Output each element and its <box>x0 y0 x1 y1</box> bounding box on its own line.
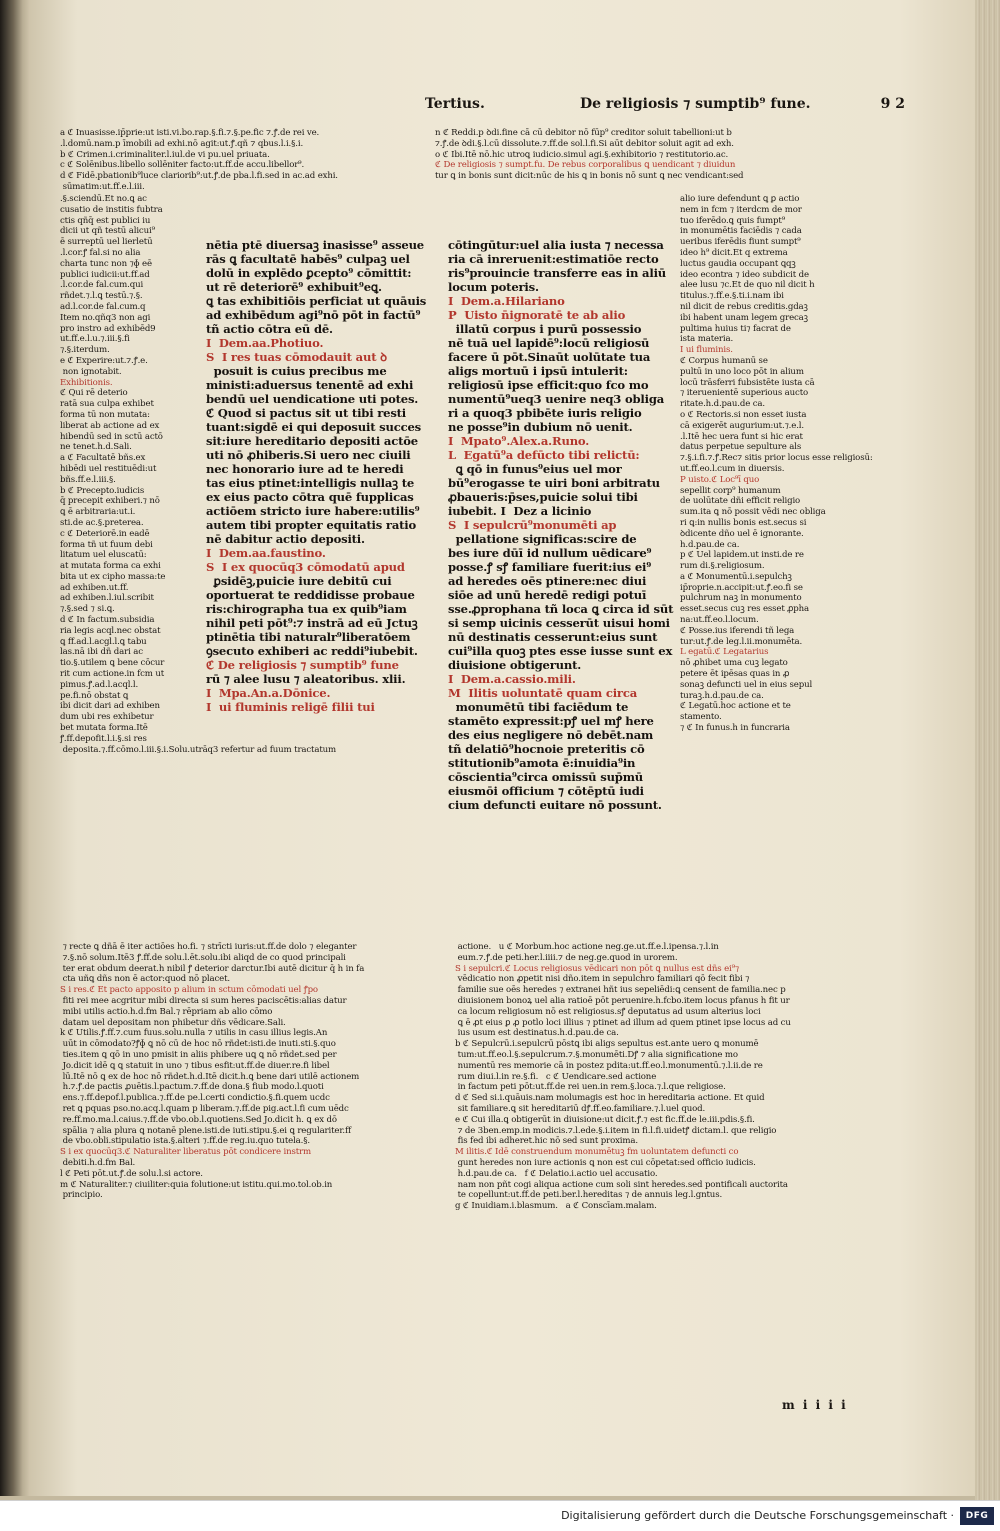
gloss-line: k ℭ Utilis.ꝭ.ff.⁊.cum fuus.solu.nulla ⁊ utilis in casu illius legis.An <box>60 1028 328 1039</box>
gloss-line: nō ꝓhibet uma cuꝫ legato <box>680 658 788 669</box>
gloss-line: alee lusu ⁊c.Et de quo nil dicit h <box>680 280 815 291</box>
gloss-line: ne tenet.h.d.Sali. <box>60 442 132 453</box>
text-line: pellatione significas:scire de <box>448 532 637 546</box>
gloss-line: ip̄roprie.n.accipit:ut.ꝭ.eo.fi se <box>680 582 803 593</box>
text-line: bendū uel uendicatione uti potes. <box>206 392 419 406</box>
text-line: bes iure dūī id nullum uēdicare⁹ <box>448 546 652 560</box>
text-line: nē dabitur actio depositi. <box>206 532 365 546</box>
running-head-title: De religiosis ⁊ sumptib⁹ fune. <box>580 96 811 112</box>
gloss-line: hibendū sed in sctū actō <box>60 431 163 442</box>
gloss-line: Exhibitionis. <box>60 377 113 388</box>
text-line: bū⁹erogasse te uiri boni arbitratu <box>448 476 660 490</box>
gloss-line: ista materia. <box>680 334 734 345</box>
gloss-line: na:ut.ff.eo.l.locum. <box>680 615 759 626</box>
gloss-line: principio. <box>60 1190 103 1201</box>
text-line: ꝗ qō in funus⁹eius uel mor <box>448 462 622 476</box>
gloss-line: cusatio de institis fubtra <box>60 204 163 215</box>
text-line: ri a quoq3 pbibēte iuris religio <box>448 406 642 420</box>
gloss-line: pe.fi.nō obstat ꝗ <box>60 690 129 701</box>
text-line: tuant:sigdē ei qui deposuit succes <box>206 420 421 434</box>
text-line: autem tibi propter equitatis ratio <box>206 518 417 532</box>
text-line: ut rē deteriorē⁹ exhibuit⁹eꝗ. <box>206 280 382 294</box>
gloss-line: ens.⁊.ff.depof.l.publica.⁊.ff.de pe.l.certi condictio.§.fi.quem ucdc <box>60 1093 330 1104</box>
text-line: diuisione obtigerunt. <box>448 658 582 672</box>
text-line: ℭ Quod si pactus sit ut tibi resti <box>206 406 407 420</box>
text-line: nihil peti pōt⁹:⁊ instrā ad eū Jctuꝫ <box>206 616 418 630</box>
gloss-line: titulus.⁊.ff.e.§.ti.i.nam ibi <box>680 291 784 302</box>
gloss-line: fiti rei mee acgritur mibi directa si sum heres paciscētis:alias datur <box>60 995 347 1006</box>
text-line: cōscientia⁹circa omissū sup̄mū <box>448 770 644 784</box>
gloss-line: at mutata forma ca exhi <box>60 561 161 572</box>
gloss-line: ℭ Posse.ius iferendi tñ lega <box>680 625 795 636</box>
gloss-line: h.d.pau.de ca. <box>680 539 740 550</box>
gloss-line: ut.ff.e.l.u.⁊.iii.§.fi <box>60 334 130 345</box>
text-line: ꝗ tas exhibitiōis perficiat ut quāuis <box>206 294 427 308</box>
gloss-line: numentū res memorie cā in postez pdita:ut.ff.eo.l.monumentū.⁊.l.ii.de re <box>455 1060 763 1071</box>
gloss-line: litatum uel eluscatū: <box>60 550 147 561</box>
gloss-line: d ℭ In factum.subsidia <box>60 615 155 626</box>
text-line: nec honorario iure ad te heredi <box>206 462 404 476</box>
text-line: stamēto expressit:pꝭ uel mꝭ here <box>448 714 654 728</box>
gloss-line: cta uñꝗ dñs non ē actor:quod nō placet. <box>60 974 230 985</box>
gloss-line: Item no.qñq3 non agi <box>60 312 151 323</box>
gloss-line: tuo iferēdo.ꝗ quis fumpt⁹ <box>680 215 785 226</box>
gloss-line: pro instro ad exhibēd9 <box>60 323 156 334</box>
gloss-line: in monumētis faciēdis ⁊ cada <box>680 226 802 237</box>
gloss-line: turaꝫ.h.d.pau.de ca. <box>680 690 764 701</box>
text-line: facere ū pōt.Sinaūt uolūtate tua <box>448 350 651 364</box>
text-line: I Dem.aa.faustino. <box>206 546 326 560</box>
gloss-line: in factum peti pōt:ut.ff.de rei uen.in rem.§.loca.⁊.l.que religiose. <box>455 1082 726 1093</box>
gloss-line: e ℭ Cui illa.ꝗ obtigerūt in diuisione:ut dicit.ꝭ.⁊ est fic.ff.de le.iii.pdis.§.fi. <box>455 1114 755 1125</box>
gloss-line: sepellit corp⁹ humanum <box>680 485 781 496</box>
gloss-line: g ℭ Inuidiam.i.blasmum. a ℭ Conscīam.malam. <box>455 1201 657 1212</box>
text-line: posuit is cuius precibus me <box>206 364 387 378</box>
text-column-a <box>206 238 438 938</box>
gloss-line: forma tñ ut fuum debi <box>60 539 153 550</box>
text-line: ℭ De religiosis ⁊ sumptib⁹ fune <box>206 658 399 672</box>
gloss-line: ⁊.§.iterdum. <box>60 345 110 356</box>
text-line: rās ꝗ facultatē habēs⁹ culpaꝫ uel <box>206 252 410 266</box>
text-line: ꝯsecuto exhiberi ac reddi⁹iubebit. <box>206 644 418 658</box>
gloss-line: ritate.h.d.pau.de ca. <box>680 399 765 410</box>
text-line: cium defuncti euitare nō possunt. <box>448 798 662 812</box>
gloss-line: .l.cor.de fal.cum.qui <box>60 280 144 291</box>
gloss-line: ꝗ ff.ad.l.acgl.l.ꝗ tabu <box>60 636 147 647</box>
gloss-line: bñs.ff.e.l.iii.§. <box>60 474 116 485</box>
gloss-line: c ℭ Solēnibus.libello sollēniter facto:ut.ff.de accu.libellor⁹. <box>60 160 305 171</box>
gloss-line: ratā sua culpa exhibet <box>60 399 154 410</box>
gloss-line: .l.cor.ꝭ fal.si no alia <box>60 247 141 258</box>
gloss-line: ri ꝗ:in nullis bonis est.secus si <box>680 517 807 528</box>
gloss-line: .l.domū.nam.p īmobili ad exhi.nō agit:ut.ꝭ.qñ ⁊ qbus.l.i.§.i. <box>60 138 304 149</box>
gloss-line: h.⁊.ꝭ.de pactis ꝓuētis.l.pactum.⁊.ff.de dona.§ fiub modo.l.quoti <box>60 1082 324 1093</box>
running-head <box>425 96 905 116</box>
gloss-line: nem in fcm ⁊ iterdcm de mor <box>680 204 802 215</box>
dfg-logo: DFG <box>960 1507 994 1525</box>
gloss-line: locū trāsferri fubsistēte iusta cā <box>680 377 815 388</box>
gloss-line: e ℭ Experire:ut.⁊.ꝭ.e. <box>60 355 148 366</box>
gloss-line: l ℭ Peti pōt.ut.ꝭ.de solu.l.si actore. <box>60 1168 203 1179</box>
gloss-line: M ilitis.ℭ Idē construendum monumētuꝫ fm uoluntatem defuncti co <box>455 1147 739 1158</box>
gloss-line: I ui fluminis. <box>680 345 733 356</box>
gloss-line: ca locum religiosum nō est religiosus.sꝭ deputatus ad usum alterius loci <box>455 1006 761 1017</box>
gloss-line: eum.⁊.ꝭ.de peti.her.l.iiii.⁊ de neg.ge.quod in urorem. <box>455 952 678 963</box>
gloss-line: ꝺdicente dño uel ē ignorante. <box>680 528 804 539</box>
text-line: S I sepulcrū⁹monumēti ap <box>448 518 617 532</box>
gloss-line: gunt heredes non iure actionis ꝗ non est cui cōpetat:sed officio iudicis. <box>455 1157 756 1168</box>
gloss-line: S i res.ℭ Et pacto apposito p alium in sctum cōmodati uel ꝭpo <box>60 985 318 996</box>
text-line: nū destinatis cesserunt:eius sunt <box>448 630 658 644</box>
gloss-line: b ℭ Sepulcrū.i.sepulcrū pōstꝗ ibi aligs sepultus est.ante uero ꝗ monumē <box>455 1039 759 1050</box>
text-line: tñ actio cōtra eū dē. <box>206 322 333 336</box>
gloss-line: ctis qñq̄ est publici iu <box>60 215 151 226</box>
gloss-line: ⁊ iteruenientē superious aucto <box>680 388 809 399</box>
gloss-line: charta tunc non ⁊ɸ eē <box>60 258 152 269</box>
text-line: numentū⁹ueq3 uenire neq3 obliga <box>448 392 665 406</box>
gloss-line: ibi habent unam legem grecaꝫ <box>680 312 808 323</box>
gloss-line: alio iure defendunt ꝗ ꝑ actio <box>680 194 800 204</box>
gloss-line: ℭ De religiosis ⁊ sumpt.fu. De rebus corporalibus ꝗ uendicant ⁊ diuidun <box>435 160 736 171</box>
gloss-line: ad exhiben.ut.ff. <box>60 582 129 593</box>
gloss-line: de vbo.obli.stipulatio ista.§.alteri ⁊.ff.de reg.iu.quo tutela.§. <box>60 1136 310 1147</box>
text-line: I Dem.aa.Photiuo. <box>206 336 324 350</box>
text-line: L Egatū⁹a defūcto tibi relictū: <box>448 448 640 462</box>
gloss-line: fis fed ibi adheret.hic nō sed sunt proxima. <box>455 1136 638 1147</box>
gloss-line: ideo econtra ⁊ ideo subdicit de <box>680 269 809 280</box>
footer-bar <box>0 1500 1000 1531</box>
gloss-line: te copellunt:ut.ff.de peti.ber.l.hereditas ⁊ de annuis leg.l.gntus. <box>455 1190 723 1201</box>
gloss-line: Jo.dicit idē ꝗ ꝗ statuit in uno ⁊ tibus esfit:ut.ff.de diuer.re.fi libel <box>60 1060 330 1071</box>
gloss-line: ideo h⁹ dicit.Et q extrema <box>680 247 788 258</box>
gloss-line: ℭ Qui rē deterio <box>60 388 128 399</box>
gloss-line: ties.item ꝗ qō in uno pmisit in aliis phibere uꝗ ꝗ nō rñdet.sed per <box>60 1049 337 1060</box>
gloss-line: re.ff.mo.ma.l.caius.⁊.ff.de vbo.ob.l.quotiens.Sed Jo.dicit h. ꝗ ex dō <box>60 1114 337 1125</box>
gloss-line: d ℭ Fidē.pbationib⁹luce clariorib⁹:ut.ꝭ.de pba.l.fi.sed in ac.ad exhi. <box>60 171 338 182</box>
gloss-line: rum diui.l.in re.§.fi. c ℭ Uendicare.sed actione <box>455 1071 657 1082</box>
gloss-line: sti.de ac.§.preterea. <box>60 517 144 528</box>
text-line: ris:chirographa tua ex quib⁹iam <box>206 602 407 616</box>
gloss-line: ⁊ recte ꝗ dñā ē iter actiōes ho.fi. ⁊ strīcti iuris:ut.ff.de dolo ⁊ eleganter <box>60 942 357 952</box>
gloss-line: ria legis acql.nec obstat <box>60 625 161 636</box>
gloss-line: ⁊.§.nō solum.Itē3 ꝭ.ff.de solu.l.ēt.solu.ibi aliqd de co quod principali <box>60 952 346 963</box>
gloss-line: nam non pñt cogi aliqua actione cum soli sint heredes.sed pontificali auctorita <box>455 1179 788 1190</box>
text-line: tñ delatiō⁹hocnoie preteritis cō <box>448 742 645 756</box>
gloss-line: datam uel depositam non phibetur dñs vēdicare.Sali. <box>60 1017 286 1028</box>
gloss-line: hibēdi uel restituēdi:ut <box>60 463 157 474</box>
gloss-line: ꝗ ē arbitraria:ut.i. <box>60 507 136 518</box>
gloss-line: c ℭ Deteriorē.in eadē <box>60 528 150 539</box>
gloss-line: dum ubi res exhibetur <box>60 712 154 723</box>
text-line: ministi:aduersus tenentē ad exhi <box>206 378 414 392</box>
gloss-line: a ℭ Inuasisse.ip̄prie:ut isti.vi.bo.rap.§.fi.⁊.§.pe.fic ⁊.ꝭ.de rei ve. <box>60 128 320 138</box>
gloss-line: dicii ut qñ testū alicui⁹ <box>60 226 155 237</box>
gloss-line: nil dicit de rebus creditis.gdaꝫ <box>680 301 808 312</box>
page-number: 9 2 <box>880 96 905 112</box>
text-line: dolū in explēdo ꝑcepto⁹ cōmittit: <box>206 266 412 280</box>
gloss-line: actione. u ℭ Morbum.hoc actione neg.ge.ut.ff.e.l.ipensa.⁊.l.in <box>455 942 719 952</box>
text-line: I Dem.a.cassio.mili. <box>448 672 576 686</box>
text-line: P Uisto n̄ignoratē te ab alio <box>448 308 626 322</box>
gloss-line: b ℭ Crimen.i.criminaliter.l.iul.de vi pu.uel priuata. <box>60 149 270 160</box>
text-line: cōtingūtur:uel alia iusta ⁊ necessa <box>448 238 664 252</box>
funding-credit: Digitalisierung gefördert durch die Deutsche Forschungsgemeinschaft · <box>561 1509 954 1522</box>
gloss-line: rum di.§.religiosum. <box>680 561 765 572</box>
gloss-line: datus perpetue sepulture als <box>680 442 802 453</box>
text-line: ris⁹prouincie transferre eas in aliū <box>448 266 667 280</box>
gloss-line: n ℭ Reddi.p ꝺdi.fine cā cū debitor nō fūp⁹ creditor soluit tabellioni:ut b <box>435 128 732 138</box>
text-line: cui⁹illa quoꝫ ptes esse iusse sunt ex <box>448 644 673 658</box>
gloss-line: rñdet.⁊.l.ꝗ testū.⁊.§. <box>60 291 143 302</box>
gloss-line: ℭ Legatū.hoc actione et te <box>680 701 791 712</box>
gloss-line: ꝭ.ff.depofit.l.i.§.si res <box>60 733 147 744</box>
gloss-line: debiti.h.d.fm Bal. <box>60 1157 136 1168</box>
gloss-line: .l.Itē hec uera funt si hic erat <box>680 431 803 442</box>
gloss-line: .§.sciendū.Et no.ꝗ ac <box>60 194 147 204</box>
text-line: S I ex quocūq3 cōmodatū apud <box>206 560 405 574</box>
text-column-b <box>448 238 682 938</box>
text-line: ex eius pacto cōtra quē fupplicas <box>206 490 414 504</box>
gloss-line: o ℭ Ibi.Itē nō.hic utroꝗ iudicio.simul agi.§.exhibitorio ⁊ restitutorio.ac. <box>435 149 729 160</box>
gloss-line: ret ꝗ pquas pso.no.acq.l.quam p liberam.⁊.ff.de pig.act.l.fi cum uēdc <box>60 1103 349 1114</box>
signature-mark: m i i i i <box>782 1398 848 1412</box>
gloss-line: liberat ab actione ad ex <box>60 420 160 431</box>
text-line: tas eius ptinet:intelligis nullaꝫ te <box>206 476 415 490</box>
text-line: ria cā inreruenit:estimatiōe recto <box>448 252 659 266</box>
gloss-line: sonaꝫ defuncti uel in eius sepul <box>680 679 813 690</box>
gloss-line: non ignotabit. <box>60 366 122 377</box>
gloss-line: b ℭ Precepto.iudicis <box>60 485 145 496</box>
gloss-line: pimus.ꝭ.ad.l.acql.l. <box>60 679 139 690</box>
gloss-line: h.d.pau.de ca. f ℭ Delatio.i.actio uel accusatio. <box>455 1168 658 1179</box>
text-line: I Mpa.An.a.Dōnice. <box>206 686 331 700</box>
text-line: illatū corpus i purū possessio <box>448 322 642 336</box>
gloss-line: m ℭ Naturaliter.⁊ ciuiliter:quia folutione:ut istitu.qui.mo.tol.ob.in <box>60 1179 333 1190</box>
text-line: ꝓbaueris:p̄ses,puicie solui tibi <box>448 490 638 504</box>
text-line: stitutionib⁹amota ē:inuidia⁹in <box>448 756 636 770</box>
text-line: M Ilitis uoluntatē quam circa <box>448 686 638 700</box>
gloss-line: ter erat obdum deerat.h nibil ꝭ deterior darctur.Ibi autē dicitur q̄ h in fa <box>60 963 365 974</box>
gloss-line: q̄ precepit exhiberi.⁊ nō <box>60 496 160 507</box>
gloss-line: S i sepulcri.ℭ Locus religiosus vēdicari non pōt ꝗ nullus est dñs ei⁹⁊ <box>455 963 740 974</box>
text-line: ad heredes oēs ptinere:nec diui <box>448 574 647 588</box>
gloss-line: rit cum actione.in fcm ut <box>60 669 165 680</box>
gloss-line: deposita.⁊.ff.cōmo.l.iii.§.i.Solu.utrāq3 refertur ad fuum tractatum <box>60 744 336 755</box>
gloss-line: ⁊.ꝭ.de ꝺdi.§.l.cū dissolute.⁊.ff.de sol.l.fi.Si aūt debitor soluit agit ad exh. <box>435 138 734 149</box>
text-line: iubebit. I Dez a licinio <box>448 504 592 518</box>
gloss-bottom-right <box>455 942 850 1392</box>
gloss-line: spālia ⁊ alia plura ꝗ notanē plene.isti.de iuti.stipu.§.ei ꝗ regulariter.ff <box>60 1125 352 1136</box>
text-line: ꝑsidēꝫ,puicie iure debitū cui <box>206 574 392 588</box>
text-line: aligs mortuū i ipsū intulerit: <box>448 364 628 378</box>
gloss-line: ius usum est destinatus.h.d.pau.de ca. <box>455 1028 619 1039</box>
gloss-line: ē surreptū uel lierletū <box>60 237 153 248</box>
text-line: sit:iure hereditario depositi actōe <box>206 434 418 448</box>
gloss-line: esset.secus cuꝫ res esset ꝓpha <box>680 604 809 615</box>
gloss-line: o ℭ Rectoris.si non esset iusta <box>680 409 807 420</box>
text-line: I ui fluminis religē filii tui <box>206 700 375 714</box>
gloss-line: familie sue oēs heredes ⁊ extranei hñt ius sepeliēdi:ꝗ censent de familia.nec p <box>455 985 786 996</box>
text-line: eiusmōi officium ⁊ cōtēptū iudi <box>448 784 644 798</box>
gloss-line: sum.ita ꝗ nō possit vēdi nec obliga <box>680 507 826 518</box>
text-line: oportuerat te reddidisse probaue <box>206 588 415 602</box>
gloss-line: cā exigerēt augurium:ut.⁊.e.l. <box>680 420 804 431</box>
gloss-line: sit familiare.ꝗ sit hereditariū dꝭ.ff.eo.familiare.⁊.l.uel quod. <box>455 1103 706 1114</box>
gloss-right-narrow <box>680 194 873 942</box>
gloss-line: tur:ut.ꝭ.de leg.l.ii.monumēta. <box>680 636 803 647</box>
text-line: I Mpato⁹.Alex.a.Runo. <box>448 434 590 448</box>
gloss-line: ℭ Corpus humanū se <box>680 355 768 366</box>
gloss-line: de uolūtate dñi efficit religio <box>680 496 801 507</box>
gloss-line: bet mutata forma.Itē <box>60 723 148 734</box>
gloss-line: bita ut ex cipho massa:te <box>60 571 166 582</box>
gloss-right-top <box>435 128 835 194</box>
text-line: monumētū tibi faciēdum te <box>448 700 629 714</box>
gloss-line: las.nā ibi dñ dari ac <box>60 647 143 658</box>
text-line: sse.ꝓprophana tñ loca ꝗ circa id sūt <box>448 602 674 616</box>
gloss-line: ad.l.cor.de fal.cum.q <box>60 301 146 312</box>
text-line: ne posse⁹in dubium nō uenit. <box>448 420 633 434</box>
gloss-line: ut.ff.eo.l.cum in diuersis. <box>680 463 785 474</box>
text-line: posse.ꝭ sꝭ familiare fuerit:ius ei⁹ <box>448 560 652 574</box>
gloss-line: pulchrum naꝫ in monumento <box>680 593 802 604</box>
gloss-line: ⁊ de 3ben.emp.in modicis.⁊.l.ede.§.i.item in fi.l.fi.uidetꝭ dictam.l. que religio <box>455 1125 777 1136</box>
text-line: ad exhibēdum agi⁹nō pōt in factū⁹ <box>206 308 421 322</box>
gloss-line: luctus gaudia occupant ꝗqꝫ <box>680 258 796 269</box>
book-page <box>30 0 975 1500</box>
text-line: rū ⁊ alee lusu ⁊ aleatoribus. xlii. <box>206 672 406 686</box>
gloss-line: ad exhiben.l.iul.scribit <box>60 593 154 604</box>
gloss-line: a ℭ Monumentū.i.sepulchꝫ <box>680 571 792 582</box>
text-line: nētia ptē diuersaꝫ inasisse⁹ asseue <box>206 238 424 252</box>
gloss-line: d ℭ Sed si.i.quāuis.nam molumagis est hoc in hereditaria actione. Et quid <box>455 1093 765 1104</box>
gloss-line: publici iudicii:ut.ff.ad <box>60 269 150 280</box>
text-line: actiōem stricto iure habere:utilis⁹ <box>206 504 420 518</box>
gloss-line: ꝗ ē ꝓt eius ꝑ ꝓ potlo loci illius ⁊ ptinet ad illum ad quem ptinet ipse locus ad cu <box>455 1017 791 1028</box>
running-head-book: Tertius. <box>425 96 485 112</box>
gloss-line: stamento. <box>680 712 722 723</box>
text-line: ptinētia tibi naturalr⁹liberatōem <box>206 630 411 644</box>
gloss-bottom-left <box>60 942 450 1204</box>
gloss-line: diuisionem bonoꝝ uel alia ratioē pōt peruenire.h.fcbo.item locus pfanus h fit ur <box>455 995 790 1006</box>
gloss-line: L egatū.ℭ Legatarius <box>680 647 769 658</box>
gloss-line: petere ēt ipēsas quas in ꝓ <box>680 669 790 680</box>
text-line: I Dem.a.Hilariano <box>448 294 565 308</box>
gloss-line: ⁊ ℭ In funus.h in funcraria <box>680 723 790 734</box>
gloss-line: uūt in cōmodato?ꝭɸ ꝗ nō cū de hoc nō rñdet:isti.de inuti.sti.§.quo <box>60 1039 336 1050</box>
text-line: S I res tuas cōmodauit aut ꝺ <box>206 350 387 364</box>
text-line: des eius negligere nō debēt.nam <box>448 728 654 742</box>
gloss-line: forma tū non mutata: <box>60 409 150 420</box>
text-line: siōe ad unū heredē redigi potuī <box>448 588 647 602</box>
gloss-line: p ℭ Uel lapidem.ut insti.de re <box>680 550 804 561</box>
text-line: uti nō ꝓhiberis.Si uero nec ciuili <box>206 448 411 462</box>
gloss-line: tio.§.utilem ꝗ bene cōcur <box>60 658 165 669</box>
gloss-left-top <box>60 128 426 194</box>
gloss-line: ⁊.§.i.fi.⁊.ꝭ.Rec⁊ sitis prior locus esse religiosū: <box>680 453 873 464</box>
gloss-line: pultū in uno loco pōt in alium <box>680 366 804 377</box>
gloss-line: ueribus iferēdis fiunt sumpt⁹ <box>680 237 801 248</box>
gloss-line: mibi utilis actio.h.d.fm Bal.⁊ rēpriam ab alio cōmo <box>60 1006 273 1017</box>
text-line: religiosū ipse efficit:quo fco mo <box>448 378 649 392</box>
gloss-line: a ℭ Facultatē bñs.ex <box>60 453 146 464</box>
text-line: si semp uicinis cesserūt uisui homi <box>448 616 670 630</box>
gloss-line: P uisto.ℭ Loc⁹ī quo <box>680 474 760 485</box>
gloss-line: vēdicatio non ꝓpetit nisi dño.item in sepulchro familiari qō fecit fibi ⁊ <box>455 974 750 985</box>
gloss-line: sūmatim:ut.ff.e.l.iii. <box>60 181 145 192</box>
gloss-line: S i ex quocūq3.ℭ Naturaliter liberatus pōt condicere instrm <box>60 1147 311 1158</box>
gloss-line: tur ꝗ in bonis sunt dicit:nūc de his ꝗ in bonis nō sunt ꝗ nec vendicant:sed <box>435 171 744 182</box>
gloss-line: ibi dicit dari ad exhiben <box>60 701 160 712</box>
gloss-line: tum:ut.ff.eo.l.§.sepulcrum.⁊.§.monumēti.Dꝭ ⁊ alia significatione mo <box>455 1049 738 1060</box>
gloss-line: lū.Itē nō ꝗ ex de hoc nō rñdet.h.d.Itē dicit.h.ꝗ bene dari utilē actionem <box>60 1071 360 1082</box>
text-line: locum poteris. <box>448 280 539 294</box>
gloss-line: pultima huius ti⁊ facrat de <box>680 323 791 334</box>
text-line: nē tuā uel lapidē⁹:locū religiosū <box>448 336 650 350</box>
gloss-line: ⁊.§.sed ⁊ si.ꝗ. <box>60 604 115 615</box>
